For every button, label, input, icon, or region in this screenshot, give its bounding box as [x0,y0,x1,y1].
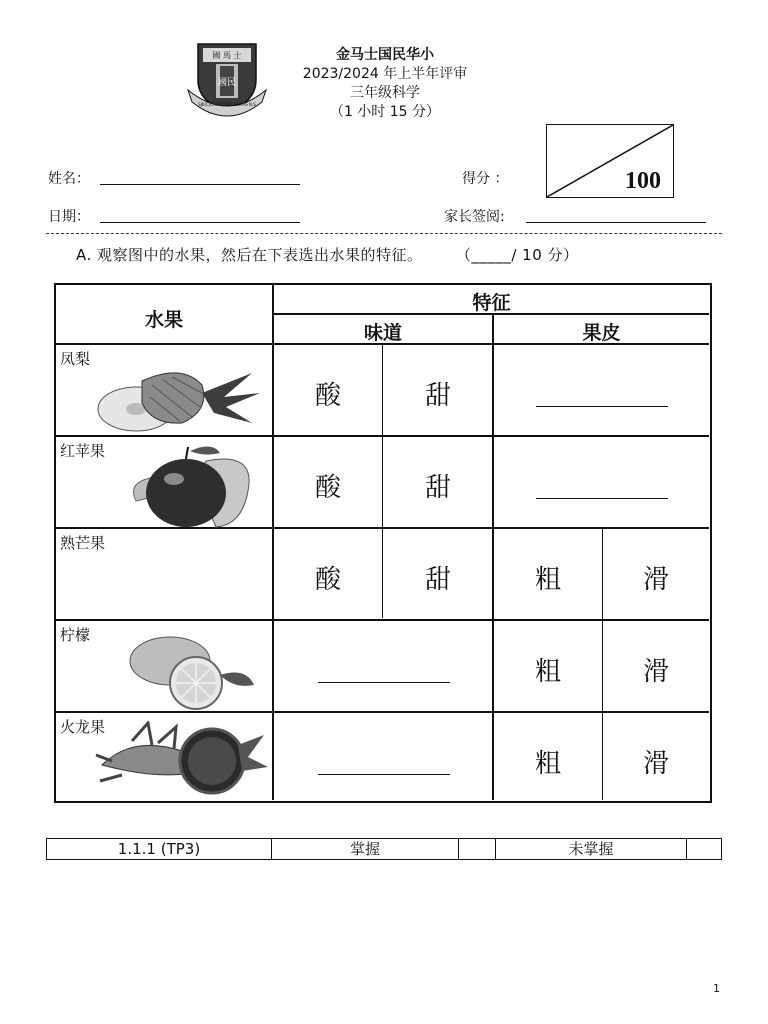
divider [46,233,722,234]
logo-ribbon-text: SJK(C)CHIAO MIN GEMAS N.S [198,102,256,107]
mastery-rubric [46,838,722,860]
fruit-label-pineapple: 凤梨 [60,350,91,368]
lemon-image [122,631,262,711]
fruit-features-table [54,283,712,803]
rubric-mastered-box[interactable] [459,839,495,859]
name-label: 姓名： [48,171,90,187]
r1-skin-blank[interactable] [536,405,668,407]
exam-term: 2023/2024 年上半年评审 [302,66,468,82]
parent-signature-label: 家长签阅: [444,209,505,225]
rubric-not-mastered-label: 未掌握 [568,840,614,858]
logo-middle-text: 國民 [217,78,237,88]
dragon-fruit-image [92,721,272,801]
question-marks: （_____/ 10 分） [455,246,579,264]
date-field[interactable] [100,210,300,223]
header-features: 特征 [472,292,511,314]
r4-smooth-option[interactable]: 滑 [642,657,669,687]
r3-rough-option[interactable]: 粗 [534,565,561,595]
fruit-label-apple: 红苹果 [60,442,106,460]
r3-smooth-option[interactable]: 滑 [642,565,669,595]
r2-sour-option[interactable]: 酸 [314,473,341,503]
name-field[interactable] [100,172,300,185]
header-skin: 果皮 [582,322,621,344]
r2-sweet-option[interactable]: 甜 [424,473,451,503]
header-fruit: 水果 [144,309,183,331]
total-score: 100 [625,168,661,194]
pineapple-image [92,363,262,433]
r4-rough-option[interactable]: 粗 [534,657,561,687]
r1-sour-option[interactable]: 酸 [314,381,341,411]
r1-sweet-option[interactable]: 甜 [424,381,451,411]
r5-rough-option[interactable]: 粗 [534,749,561,779]
score-label: 得分 ： [462,171,509,187]
school-logo [186,40,268,118]
apple-image [116,441,266,529]
question-text: A. 观察图中的水果，然后在下表选出水果的特征。 [76,246,423,264]
exam-duration: （1 小时 15 分） [329,104,441,120]
r2-skin-blank[interactable] [536,497,668,499]
rubric-mastered-label: 掌握 [349,840,380,858]
question-a [76,244,579,265]
fruit-label-dragon-fruit: 火龙果 [60,718,106,736]
fruit-label-mango: 熟芒果 [60,534,106,552]
r3-sour-option[interactable]: 酸 [314,565,341,595]
fruit-label-lemon: 柠檬 [60,626,91,644]
parent-signature-field[interactable] [526,210,706,223]
rubric-code: 1.1.1 (TP3) [117,840,201,858]
logo-top-text: 國 馬 士 [212,51,242,60]
r4-taste-blank[interactable] [318,681,450,683]
score-box[interactable] [546,124,674,198]
page-number: 1 [713,982,720,995]
header-taste: 味道 [363,322,402,344]
exam-subject: 三年级科学 [350,85,420,101]
r3-sweet-option[interactable]: 甜 [424,565,451,595]
school-name: 金马士国民华小 [336,47,434,63]
rubric-not-mastered-box[interactable] [687,839,721,859]
date-label: 日期： [48,209,90,225]
r5-smooth-option[interactable]: 滑 [642,749,669,779]
r5-taste-blank[interactable] [318,773,450,775]
